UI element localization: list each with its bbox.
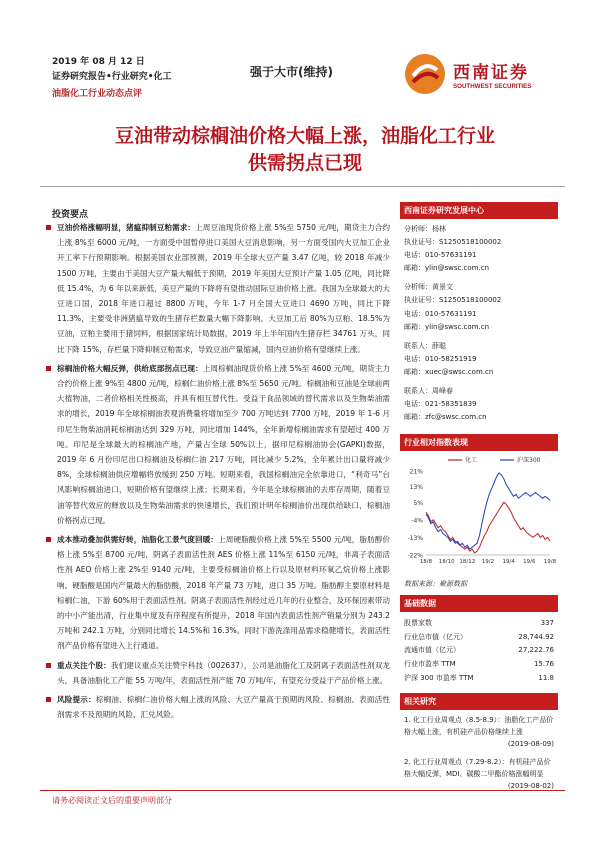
related-date: (2019-08-02) xyxy=(507,781,554,790)
related-text: 1. 化工行业周观点（8.5-8.9）：油脂化工产品价格大幅上涨，有机硅产品价格继续上涨 xyxy=(404,715,554,736)
report-date: 2019 年 08 月 12 日 xyxy=(52,57,145,67)
analyst-cert: 执业证号：S1250518100002 xyxy=(404,296,502,305)
contact-name: 联系人：周峰春 xyxy=(404,387,453,396)
section-heading: 投资要点 xyxy=(52,210,89,220)
x-tick-label: 19/4 xyxy=(502,559,515,566)
key-data-value: 337 xyxy=(540,618,554,627)
legend-label: 沪深300 xyxy=(517,457,541,465)
analyst-phone: 电话：010-57631191 xyxy=(404,251,477,260)
related-text: 2. 化工行业周观点（7.29-8.2）：有机硅产品价格大幅反弹，MDI、碳酸二甲酯价格涨幅明显 xyxy=(404,757,551,778)
paragraph xyxy=(44,220,390,357)
paragraph xyxy=(44,532,390,654)
y-tick-label: -22% xyxy=(407,552,423,560)
key-data-table xyxy=(400,616,558,685)
chart-section-title: 行业相对指数表现 xyxy=(400,434,558,451)
series-line xyxy=(426,473,550,549)
rating: 强于大市(维持) xyxy=(250,65,333,79)
body-text xyxy=(44,220,390,727)
title-line-2: 供需拐点已现 xyxy=(247,152,362,174)
sidebar xyxy=(400,202,558,798)
key-data-value: 27,222.76 xyxy=(518,646,554,655)
key-data-value: 15.76 xyxy=(533,659,554,668)
team-title: 西南证券研究发展中心 xyxy=(400,202,558,219)
x-tick-label: 18/10 xyxy=(438,559,455,566)
related-list xyxy=(400,710,558,792)
key-data-label: 沪深 300 市盈率 TTM xyxy=(404,673,474,682)
y-tick-label: 13% xyxy=(409,484,423,492)
logo-emblem-icon xyxy=(405,54,445,94)
logo-text-en: SOUTHWEST SECURITIES xyxy=(453,83,532,90)
table-row xyxy=(400,630,558,644)
key-data-label: 行业总市值（亿元） xyxy=(404,632,467,641)
paragraph xyxy=(44,658,390,688)
y-tick-label: -4% xyxy=(411,517,423,525)
paragraph-text: 棕榈油、棕榈仁油价格大幅上涨的风险、大豆产量高于预期的风险、棕榈油、表面活性剂需求不及预期的风险、汇兑风险。 xyxy=(57,695,391,720)
logo-text-cn: 西南证券 xyxy=(453,63,529,83)
x-tick-label: 18/12 xyxy=(459,559,476,566)
table-row xyxy=(400,616,558,630)
paragraph-text: 上周豆油现货价格上涨 5%至 5750 元/吨，期货主力合约上涨 8%至 6000 元/吨，一方面受中国暂停进口美国大豆消息影响，另一方面受国内大豆加工企业开工率下行预期影响。根据美国农业部预测，2019 年全球大豆产量 3.47 亿吨，较 2018 年减少 1500 万吨，主要由于美国大豆产量大幅低于预期，2019 年美国大豆预计产量 1.05 亿吨，同比降低 15.4%，为 6 年以来新低，美豆产量的下降将有望推动国际豆油价格上涨。我国为全球最大的大豆进口国，2018 年进口超过 8800 万吨，今年 1-7 月全国大豆进口 4690 万吨，同比下降 11.3%，主要受非洲猪瘟导致的生猪存栏数量大幅下降影响。大豆加工后 80%为豆粕、18.5%为豆油，豆粕主要用于猪饲料，根据国家统计局数据，2019 年上半年国内生猪存栏 34761 万头，同比下降 15%，存栏量下降抑制豆粕需求，导致豆油产量缩减，国内豆油价格有望继续上涨。 xyxy=(57,223,391,354)
divider xyxy=(40,186,565,187)
company-logo xyxy=(405,54,555,102)
x-tick-label: 19/2 xyxy=(481,559,495,566)
footer-divider xyxy=(40,790,565,791)
contact-phone: 电话：010-58251919 xyxy=(404,354,477,363)
paragraph-lead: 重点关注个股： xyxy=(57,660,111,670)
analyst-email[interactable]: 邮箱：ylin@swsc.com.cn xyxy=(404,322,490,331)
related-title: 相关研究 xyxy=(400,693,558,710)
paragraph-text: 我们建议重点关注赞宇科技（002637），公司是油脂化工及阴离子表面活性剂双龙头，具备油脂化工产能 55 万吨/年，表面活性剂产能 70 万吨/年，有望充分受益于产品价格上涨。 xyxy=(57,660,391,685)
analyst-phone: 电话：010-57631191 xyxy=(404,309,477,318)
table-row xyxy=(400,671,558,685)
title-line-1: 豆油带动棕榈油价格大幅上涨，油脂化工行业 xyxy=(114,125,495,147)
related-item[interactable] xyxy=(404,756,554,792)
y-tick-label: -13% xyxy=(407,535,423,543)
x-tick-label: 19/8 xyxy=(543,559,557,566)
key-data-label: 流通市值（亿元） xyxy=(404,646,460,655)
key-data-value: 11.8 xyxy=(538,673,554,682)
paragraph-text: 上周硬脂酸价格上涨 5%至 5500 元/吨，脂肪醇价格上涨 5%至 8700 元/吨，阴离子表面活性剂 AES 价格上涨 11%至 6150 元/吨，非离子表面活性剂 AEO 价格上涨 2%至 9140 元/吨，主要受棕榈油价格上行以及原材料环氧乙烷价格上涨影响。硬脂酸是国内产量最大的脂肪酸，2018 年产量 73 万吨，进口 35 万吨。脂肪醇主要原材料是棕榈仁油，下游 60%用于表面活性剂。阴离子表面活性剂经过近几年的行业整合，及环保因素带动的中小产能出清，行业集中度及有序程度有所提升，2018 年国内表面活性剂产销量分别为 243.2 万吨和 242.1 万吨，分别同比增长 14.5%和 16.3%。同时下游洗涤用品需求稳健增长，表面活性剂产品价格有望进入上行通道。 xyxy=(57,535,391,651)
relative-index-chart xyxy=(400,451,558,573)
contact-name: 联系人：薛聪 xyxy=(404,341,446,350)
x-tick-label: 18/8 xyxy=(419,559,433,566)
analyst-name: 分析师：杨林 xyxy=(404,225,446,233)
legend-label: 化工 xyxy=(465,457,478,465)
paragraph-lead: 豆油价格涨幅明显，猪瘟抑制豆粕需求： xyxy=(57,223,196,232)
related-date: (2019-08-09) xyxy=(507,739,554,748)
paragraph xyxy=(44,361,390,528)
analyst-email[interactable]: 邮箱：ylin@swsc.com.cn xyxy=(404,264,490,273)
contact-email[interactable]: 邮箱：xuec@swsc.com.cn xyxy=(404,367,494,376)
analyst-cert: 执业证号：S1250518100002 xyxy=(404,238,502,247)
key-data-label: 行业市盈率 TTM xyxy=(404,659,456,668)
series-line xyxy=(426,503,550,554)
key-data-title: 基础数据 xyxy=(400,595,558,612)
report-subtype: 油脂化工行业动态点评 xyxy=(52,89,143,99)
paragraph-lead: 成本推动叠加供需好转，油脂化工景气度回暖： xyxy=(57,535,219,545)
chart-source: 数据来源：聚源数据 xyxy=(404,580,467,589)
analyst-name: 分析师：黄景文 xyxy=(404,283,453,292)
table-row xyxy=(400,644,558,658)
key-data-value: 28,744.92 xyxy=(518,632,554,641)
x-tick-label: 19/6 xyxy=(523,559,536,566)
related-item[interactable] xyxy=(404,714,554,750)
y-tick-label: 21% xyxy=(409,468,423,476)
analyst-list xyxy=(400,219,558,424)
paragraph-lead: 风险提示： xyxy=(57,695,96,705)
contact-email[interactable]: 邮箱：zfc@swsc.com.cn xyxy=(404,413,487,422)
footer-disclaimer: 请务必阅读正文后的重要声明部分 xyxy=(52,796,172,805)
paragraph-lead: 棕榈油价格大幅反弹，供给底部拐点已现： xyxy=(57,363,203,373)
paragraph-text: 上周棕榈油现货价格上涨 5%至 4600 元/吨，期货主力合约价格上涨 9%至 4800 元/吨，棕榈仁油价格上涨 8%至 5650 元/吨。棕榈油和豆油是全球前两大植物油，二者价格相关性极高，并具有相互替代性。受益于食品领域的替代需求以及生物柴油需求的增长，2019 年全球棕榈油表观消费量将增加至少 700 万吨达到 7700 万吨，2019 年 1-6 月印尼生物柴油消耗棕榈油达到 329 万吨，同比增加 144%，全年新增棕榈油需求有望超过 400 万吨。印尼是全球最大的棕榈油产地，产量占全球 50%以上，据印尼棕榈油协会(GAPKI)数据，2019 年 6 月份印尼出口棕榈油及棕榈仁油 217 万吨，同比减少 5.2%，全年累计出口量将减少 8%，全球棕榈油供应增幅将放缓到 250 万吨。短期来看，我国棕榈油完全依靠进口，“利奇马”台风影响棕榈油进口，短期价格有望继续上涨；长期来看，今年是全球棕榈油的去库存周期，随着豆油等替代效应的释放以及生物柴油需求的快速增长，我们预计明年棕榈油价出现供给缺口，棕榈油价格拐点已现。 xyxy=(57,363,391,525)
paragraph xyxy=(44,692,390,722)
key-data-label: 股票家数 xyxy=(404,618,432,627)
contact-phone: 电话：021-58351839 xyxy=(404,400,477,409)
report-type: 证券研究报告•行业研究•化工 xyxy=(52,72,172,82)
y-tick-label: 5% xyxy=(413,500,423,508)
table-row xyxy=(400,657,558,671)
report-title xyxy=(40,123,570,177)
